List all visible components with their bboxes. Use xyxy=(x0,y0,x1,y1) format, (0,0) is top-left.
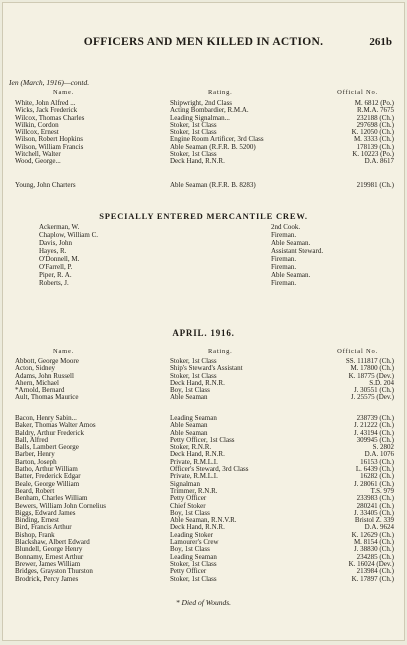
row-rating: Able Seaman xyxy=(170,428,208,437)
row-name: Roberts, J. xyxy=(39,279,69,287)
row-rating: Lamourer's Crew xyxy=(170,538,219,547)
row-rating: Stoker, 1st Class xyxy=(170,150,217,159)
row-name: *Arnold, Bernard xyxy=(15,386,65,395)
mercantile-crew-title: SPECIALLY ENTERED MERCANTILE CREW. xyxy=(99,211,308,221)
row-number: 219981 (Ch.) xyxy=(356,181,394,189)
row-name: Baker, Thomas Walter Amos xyxy=(15,421,96,430)
row-rating: Trimmer, R.N.R. xyxy=(170,486,218,495)
row-number: M. 8154 (Ch.) xyxy=(353,538,394,547)
row-name: Wilcox, Thomas Charles xyxy=(15,113,85,122)
row-name: Batter, Frederick Edgar xyxy=(15,472,81,481)
row-rating: Able Seaman. xyxy=(271,239,311,247)
row-rating: Chief Stoker xyxy=(170,501,206,510)
row-number: S.D. 204 xyxy=(369,378,394,387)
row-name: Baldry, Arthur Frederick xyxy=(15,428,84,437)
row-rating: Boy, 1st Class xyxy=(170,508,210,517)
row-rating: Fireman. xyxy=(271,255,297,263)
row-number: 16282 (Ch.) xyxy=(360,472,394,481)
row-name: Young, John Charters xyxy=(15,181,76,189)
row-number: R.M.A. 7675 xyxy=(357,106,394,115)
table-row xyxy=(3,231,404,239)
row-name: Blackshaw, Albert Edward xyxy=(15,538,90,547)
row-rating: Assistant Steward. xyxy=(271,247,324,255)
row-rating: Stoker, 1st Class xyxy=(170,574,217,583)
row-number: K. 17897 (Ch.) xyxy=(351,574,394,583)
row-name: Bewers, William John Cornelius xyxy=(15,501,106,510)
table-row xyxy=(3,223,404,231)
row-number: 309945 (Ch.) xyxy=(356,435,394,444)
row-rating: Deck Hand, R.N.R. xyxy=(170,378,225,387)
row-number: J. 30551 (Ch.) xyxy=(353,386,394,395)
column-header-name: Name. xyxy=(53,89,75,96)
row-name: O'Farrell, P. xyxy=(39,263,73,271)
row-name: Brewer, James William xyxy=(15,559,81,568)
row-name: O'Donnell, M. xyxy=(39,255,80,263)
row-rating: Able Seaman (R.F.R. B. 8283) xyxy=(170,181,256,189)
row-name: Benham, Charles William xyxy=(15,494,88,503)
row-name: Ackerman, W. xyxy=(39,223,80,231)
row-number: SS. 111817 (Ch.) xyxy=(345,357,394,365)
row-number: J. 38830 (Ch.) xyxy=(353,545,394,554)
footnote: * Died of Wounds. xyxy=(175,598,232,607)
row-number: 233983 (Ch.) xyxy=(356,494,394,503)
row-name: White, John Alfred ... xyxy=(15,99,76,107)
row-number: K. 18775 (Dev.) xyxy=(348,371,394,380)
table-row xyxy=(3,182,404,189)
table-row xyxy=(3,247,404,255)
row-name: Wilson, Robert Hopkins xyxy=(15,135,83,144)
row-number: 178139 (Ch.) xyxy=(356,142,394,151)
row-rating: Stoker, 1st Class xyxy=(170,128,217,137)
row-number: 280241 (Ch.) xyxy=(356,501,394,510)
march-extra-row xyxy=(3,182,404,189)
row-rating: 2nd Cook. xyxy=(271,223,301,231)
row-name: Blundell, George Henry xyxy=(15,545,83,554)
row-rating: Private, R.M.L.I. xyxy=(170,472,218,481)
row-rating: Petty Officer xyxy=(170,494,207,503)
row-rating: Leading Signalman... xyxy=(170,113,230,122)
row-number: K. 16024 (Dev.) xyxy=(348,559,394,568)
table-row xyxy=(3,394,404,401)
row-rating: Deck Hand, R.N.R. xyxy=(170,523,225,532)
row-rating: Engine Room Artificer, 3rd Class xyxy=(170,135,264,144)
row-number: L. 6439 (Ch.) xyxy=(355,465,394,474)
table-row xyxy=(3,255,404,263)
march-casualty-list xyxy=(3,100,404,166)
row-number: 213984 (Ch.) xyxy=(356,567,394,576)
row-name: Abbott, George Moore xyxy=(15,357,79,365)
row-name: Binding, Ernest xyxy=(15,516,59,525)
row-number: M. 6812 (Po.) xyxy=(354,99,394,107)
row-number: T.S. 979 xyxy=(370,486,394,495)
row-rating: Signalman xyxy=(170,479,200,488)
row-name: Biggs, Edward James xyxy=(15,508,76,517)
row-name: Bishop, Frank xyxy=(15,530,55,539)
row-name: Batho, Arthur William xyxy=(15,465,78,474)
document-page xyxy=(2,2,405,641)
row-name: Wilson, William Francis xyxy=(15,142,84,151)
row-rating: Fireman. xyxy=(271,279,297,287)
row-number: J. 28061 (Ch.) xyxy=(353,479,394,488)
row-rating: Stoker, 1st Class xyxy=(170,120,217,129)
row-number: J. 43194 (Ch.) xyxy=(353,428,394,437)
row-name: Chaplow, William C. xyxy=(39,231,99,239)
row-rating: Fireman. xyxy=(271,263,297,271)
row-name: Bacon, Henry Sabin... xyxy=(15,414,77,422)
mercantile-crew-list xyxy=(3,223,404,287)
row-rating: Private, R.M.L.I. xyxy=(170,457,218,466)
row-name: Barton, Joseph xyxy=(15,457,57,466)
row-name: Beale, George William xyxy=(15,479,80,488)
column-header-number: Official No. xyxy=(337,89,378,96)
page-title: OFFICERS AND MEN KILLED IN ACTION. xyxy=(83,36,324,48)
row-number: J. 33405 (Ch.) xyxy=(353,508,394,517)
row-number: 16153 (Ch.) xyxy=(360,457,394,466)
row-rating: Able Seaman (R.F.R. B. 5200) xyxy=(170,142,256,151)
row-rating: Leading Seaman xyxy=(170,552,217,561)
row-name: Wood, George... xyxy=(15,157,61,166)
row-number: 234285 (Ch.) xyxy=(356,552,394,561)
row-rating: Petty Officer, 1st Class xyxy=(170,435,235,444)
column-header-rating: Rating. xyxy=(208,89,233,96)
row-rating: Able Seaman. xyxy=(271,271,311,279)
row-name: Hayes, R. xyxy=(39,247,67,255)
row-name: Ault, Thomas Maurice xyxy=(15,393,79,402)
row-number: D.A. 8617 xyxy=(364,157,394,166)
row-rating: Leading Stoker xyxy=(170,530,213,539)
row-number: J. 21222 (Ch.) xyxy=(353,421,394,430)
row-rating: Boy, 1st Class xyxy=(170,545,210,554)
page-header xyxy=(3,36,404,50)
column-header-name: Name. xyxy=(53,348,75,355)
row-name: Ahern, Michael xyxy=(15,378,59,387)
row-rating: Shipwright, 2nd Class xyxy=(170,99,233,107)
row-number: 238739 (Ch.) xyxy=(356,414,394,422)
row-number: J. 25575 (Dev.) xyxy=(350,393,394,402)
row-rating: Fireman. xyxy=(271,231,297,239)
row-number: Bristol Z. 339 xyxy=(354,516,394,525)
row-number: K. 10223 (Po.) xyxy=(352,150,394,159)
row-name: Piper, R. A. xyxy=(39,271,72,279)
row-name: Barber, Henry xyxy=(15,450,55,459)
table-row xyxy=(3,239,404,247)
row-name: Wilkin, Cordon xyxy=(15,120,59,129)
april-casualty-list-b xyxy=(3,415,404,583)
row-name: Balls, Lambert George xyxy=(15,443,79,452)
row-rating: Deck Hand, R.N.R. xyxy=(170,157,225,166)
row-name: Willcox, Ernest xyxy=(15,128,59,137)
row-rating: Stoker, R.N.R. xyxy=(170,443,212,452)
row-number: M. 3333 (Ch.) xyxy=(353,135,394,144)
row-rating: Stoker, 1st Class xyxy=(170,559,217,568)
section-continuation-heading: Ien (March, 1916)—contd. xyxy=(9,78,90,87)
row-number: S. 2802 xyxy=(372,443,394,452)
row-name: Brodrick, Percy James xyxy=(15,574,79,583)
row-rating: Petty Officer xyxy=(170,567,207,576)
column-header-rating: Rating. xyxy=(208,348,233,355)
row-name: Bird, Francis Arthur xyxy=(15,523,72,532)
row-name: Bridges, Grayston Thurston xyxy=(15,567,93,576)
page-number: 261b xyxy=(369,36,392,48)
row-rating: Leading Seaman xyxy=(170,414,217,422)
row-rating: Stoker, 1st Class xyxy=(170,357,217,365)
column-header-number: Official No. xyxy=(337,348,378,355)
row-rating: Able Seaman xyxy=(170,421,208,430)
row-rating: Able Seaman, R.N.V.R. xyxy=(170,516,237,525)
row-rating: Able Seaman xyxy=(170,393,208,402)
row-name: Bonnamy, Ernest Arthur xyxy=(15,552,84,561)
row-name: Adams, John Russell xyxy=(15,371,74,380)
table-row xyxy=(3,576,404,583)
row-name: Wicks, Jack Frederick xyxy=(15,106,78,115)
row-name: Davis, John xyxy=(39,239,73,247)
april-casualty-list-a xyxy=(3,358,404,402)
row-name: Ball, Alfred xyxy=(15,435,49,444)
table-row xyxy=(3,158,404,165)
row-number: D.A. 1076 xyxy=(364,450,394,459)
row-rating: Boy, 1st Class xyxy=(170,386,210,395)
table-row xyxy=(3,279,404,287)
row-number: K. 12629 (Ch.) xyxy=(351,530,394,539)
table-row xyxy=(3,263,404,271)
row-number: 297698 (Ch.) xyxy=(356,120,394,129)
row-number: 232188 (Ch.) xyxy=(356,113,394,122)
row-number: D.A. 9624 xyxy=(364,523,394,532)
row-rating: Ship's Steward's Assistant xyxy=(170,364,243,373)
row-rating: Deck Hand, R.N.R. xyxy=(170,450,225,459)
row-rating: Stoker, 1st Class xyxy=(170,371,217,380)
april-section-title: APRIL. 1916. xyxy=(172,328,235,338)
row-rating: Officer's Steward, 3rd Class xyxy=(170,465,249,474)
row-name: Beard, Robert xyxy=(15,486,55,495)
row-name: Witchell, Walter xyxy=(15,150,61,159)
row-name: Acton, Sidney xyxy=(15,364,56,373)
row-number: K. 12050 (Ch.) xyxy=(351,128,394,137)
table-row xyxy=(3,271,404,279)
row-rating: Acting Bombardier, R.M.A. xyxy=(170,106,249,115)
row-number: M. 17800 (Ch.) xyxy=(350,364,394,373)
